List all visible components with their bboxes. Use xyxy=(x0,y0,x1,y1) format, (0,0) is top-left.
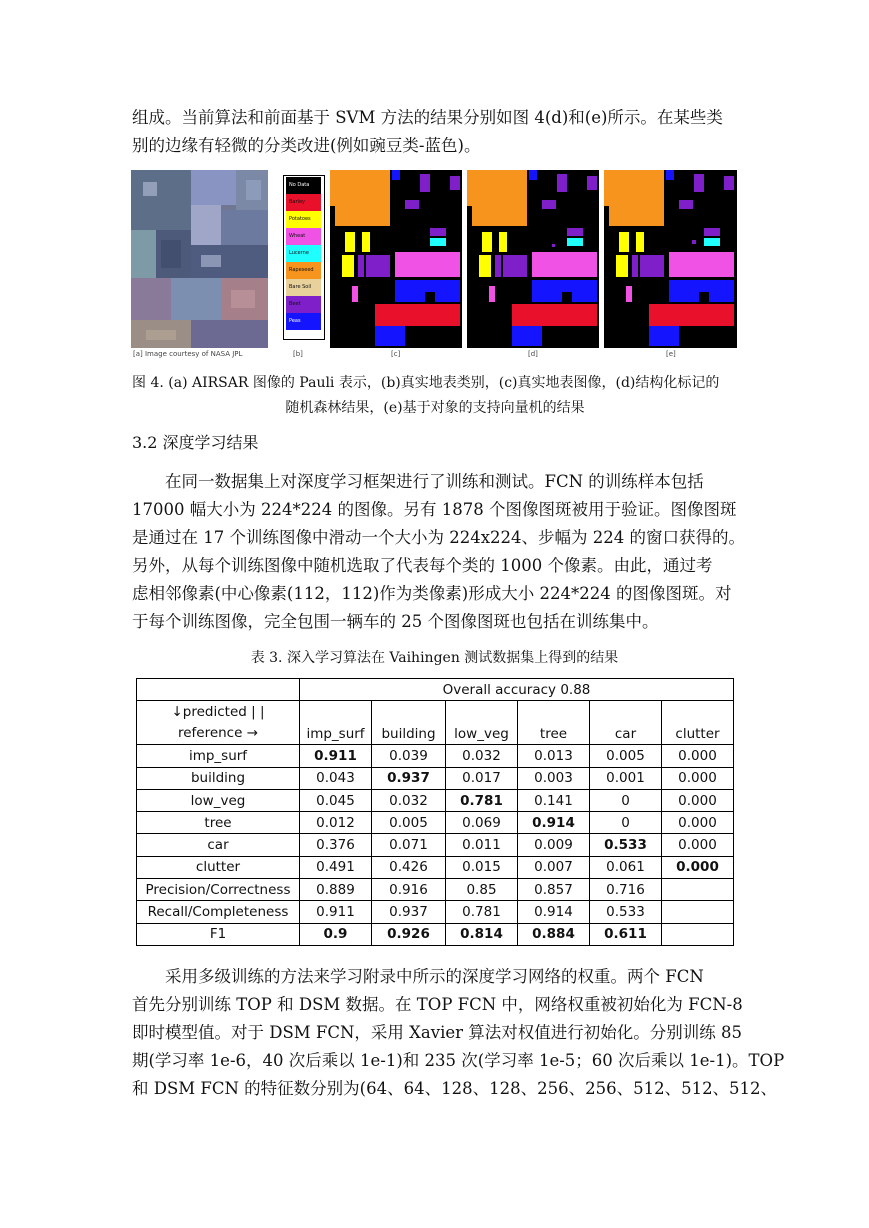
deep-learning-paragraph xyxy=(132,468,746,636)
table-cell xyxy=(662,901,734,923)
table-cell: 0 xyxy=(590,812,662,834)
section-heading: 3.2 深度学习结果 xyxy=(132,433,259,452)
table-cell: 0.884 xyxy=(518,923,590,945)
table-cell: 0.916 xyxy=(372,879,446,901)
table-cell: 0.716 xyxy=(590,879,662,901)
corner-label: ↓predicted | | xyxy=(171,703,265,720)
legend-potatoes: Potatoes xyxy=(286,211,321,228)
caption-line: 图 4. (a) AIRSAR 图像的 Pauli 表示，(b)真实地表类别，(c)真实地表图像，(d)结构化标记的 xyxy=(132,375,720,391)
row-label: Recall/Completeness xyxy=(137,901,300,923)
header-corner-cell xyxy=(137,679,300,701)
text-line: 在同一数据集上对深度学习框架进行了训练和测试。FCN 的训练样本包括 xyxy=(165,472,704,491)
confusion-matrix-table xyxy=(136,678,734,946)
text-line: 期(学习率 1e-6，40 次后乘以 1e-1)和 235 次(学习率 1e-5；60 次后乘以 1e-1)。TOP xyxy=(132,1051,785,1070)
row-label: low_veg xyxy=(137,789,300,811)
table-row xyxy=(137,834,734,856)
legend-rapeseed: Rapeseed xyxy=(286,262,321,279)
table-caption: 表 3. 深入学习算法在 Vaihingen 测试数据集上得到的结果 xyxy=(250,650,619,666)
text-line: 即时模型值。对于 DSM FCN，采用 Xavier 算法对权值进行初始化。分别训练 85 xyxy=(132,1023,742,1042)
table-cell: 0.039 xyxy=(372,745,446,767)
table-cell: 0.061 xyxy=(590,856,662,878)
text-line: 组成。当前算法和前面基于 SVM 方法的结果分别如图 4(d)和(e)所示。在某些类 xyxy=(132,108,723,127)
column-header: imp_surf xyxy=(300,701,372,745)
table-cell: 0.000 xyxy=(662,745,734,767)
table-cell: 0.032 xyxy=(446,745,518,767)
legend-beet: Beet xyxy=(286,296,321,313)
table-cell: 0.000 xyxy=(662,767,734,789)
legend-wheat: Wheat xyxy=(286,228,321,245)
row-label: tree xyxy=(137,812,300,834)
panel-label-d: [d] xyxy=(528,350,538,358)
table-row xyxy=(137,901,734,923)
figure-caption xyxy=(132,371,738,421)
intro-paragraph xyxy=(132,104,738,160)
table-cell: 0.911 xyxy=(300,901,372,923)
column-header: car xyxy=(590,701,662,745)
table-cell: 0.003 xyxy=(518,767,590,789)
corner-label: reference → xyxy=(177,724,259,741)
table-row xyxy=(137,745,734,767)
svm-result-panel xyxy=(604,170,737,348)
text-line: 另外，从每个训练图像中随机选取了代表每个类的 1000 个像素。由此，通过考 xyxy=(132,556,713,575)
table-cell: 0.9 xyxy=(300,923,372,945)
row-label: clutter xyxy=(137,856,300,878)
table-row xyxy=(137,923,734,945)
table-cell: 0.857 xyxy=(518,879,590,901)
table-cell: 0.015 xyxy=(446,856,518,878)
table-cell: 0.069 xyxy=(446,812,518,834)
table-cell: 0.533 xyxy=(590,901,662,923)
table-cell: 0.426 xyxy=(372,856,446,878)
table-cell xyxy=(662,879,734,901)
panel-label-c: [c] xyxy=(391,350,401,358)
text-line: 虑相邻像素(中心像素(112，112)作为类像素)形成大小 224*224 的图像图斑。对 xyxy=(132,584,732,603)
column-header: low_veg xyxy=(446,701,518,745)
caption-line: 随机森林结果，(e)基于对象的支持向量机的结果 xyxy=(285,400,585,416)
table-cell: 0.009 xyxy=(518,834,590,856)
table-cell: 0.012 xyxy=(300,812,372,834)
table-cell: 0.937 xyxy=(372,767,446,789)
table-cell: 0.043 xyxy=(300,767,372,789)
table-cell: 0.007 xyxy=(518,856,590,878)
table-cell: 0.781 xyxy=(446,901,518,923)
text-line: 采用多级训练的方法来学习附录中所示的深度学习网络的权重。两个 FCN xyxy=(165,967,704,986)
figure-4 xyxy=(131,170,737,362)
column-header: clutter xyxy=(662,701,734,745)
ground-truth-map-panel xyxy=(330,170,462,348)
table-cell: 0.011 xyxy=(446,834,518,856)
overall-accuracy-cell: Overall accuracy 0.88 xyxy=(300,679,734,701)
table-cell: 0.005 xyxy=(590,745,662,767)
table-cell: 0.005 xyxy=(372,812,446,834)
table-cell: 0.814 xyxy=(446,923,518,945)
table-row xyxy=(137,856,734,878)
table-cell: 0.017 xyxy=(446,767,518,789)
pauli-image-panel xyxy=(131,170,268,348)
table-cell: 0.141 xyxy=(518,789,590,811)
legend-bare-soil: Bare Soil xyxy=(286,279,321,296)
random-forest-result-panel xyxy=(467,170,599,348)
table-cell: 0.001 xyxy=(590,767,662,789)
row-label: car xyxy=(137,834,300,856)
table-cell: 0.926 xyxy=(372,923,446,945)
row-label: building xyxy=(137,767,300,789)
table-cell: 0.937 xyxy=(372,901,446,923)
training-paragraph xyxy=(132,963,785,1103)
table-cell: 0.045 xyxy=(300,789,372,811)
panel-label-b: [b] xyxy=(293,350,303,358)
class-legend-panel xyxy=(270,170,324,348)
table-cell: 0.533 xyxy=(590,834,662,856)
panel-label-e: [e] xyxy=(666,350,676,358)
table-cell: 0 xyxy=(590,789,662,811)
table-cell: 0.376 xyxy=(300,834,372,856)
legend-no-data: No Data xyxy=(286,177,321,194)
table-cell: 0.911 xyxy=(300,745,372,767)
row-label: Precision/Correctness xyxy=(137,879,300,901)
panel-label-a: [a] Image courtesy of NASA JPL xyxy=(133,350,243,358)
text-line: 是通过在 17 个训练图像中滑动一个大小为 224x224、步幅为 224 的窗口获得的。 xyxy=(132,528,746,547)
text-line: 别的边缘有轻微的分类改进(例如豌豆类-蓝色)。 xyxy=(132,136,481,155)
table-cell: 0.000 xyxy=(662,812,734,834)
row-label: imp_surf xyxy=(137,745,300,767)
table-row xyxy=(137,767,734,789)
column-header: tree xyxy=(518,701,590,745)
table-cell: 0.491 xyxy=(300,856,372,878)
table-cell: 0.071 xyxy=(372,834,446,856)
table-cell: 0.914 xyxy=(518,812,590,834)
table-cell: 0.781 xyxy=(446,789,518,811)
text-line: 17000 幅大小为 224*224 的图像。另有 1878 个图像图斑被用于验证。图像图斑 xyxy=(132,500,737,519)
legend-peas: Peas xyxy=(286,313,321,330)
table-cell: 0.914 xyxy=(518,901,590,923)
text-line: 和 DSM FCN 的特征数分别为(64、64、128、128、256、256、512、512、512、 xyxy=(132,1079,778,1098)
table-cell: 0.013 xyxy=(518,745,590,767)
text-line: 首先分别训练 TOP 和 DSM 数据。在 TOP FCN 中，网络权重被初始化为 FCN-8 xyxy=(132,995,743,1014)
table-cell: 0.000 xyxy=(662,834,734,856)
table-cell xyxy=(662,923,734,945)
column-header: building xyxy=(372,701,446,745)
table-cell: 0.611 xyxy=(590,923,662,945)
table-cell: 0.032 xyxy=(372,789,446,811)
table-row xyxy=(137,879,734,901)
table-cell: 0.85 xyxy=(446,879,518,901)
legend-lucerne: Lucerne xyxy=(286,245,321,262)
predicted-reference-header xyxy=(137,701,300,745)
table-row xyxy=(137,789,734,811)
text-line: 于每个训练图像，完全包围一辆车的 25 个图像图斑也包括在训练集中。 xyxy=(132,612,659,631)
table-cell: 0.000 xyxy=(662,856,734,878)
table-row xyxy=(137,679,734,701)
table-cell: 0.889 xyxy=(300,879,372,901)
table-header-row xyxy=(137,701,734,745)
table-row xyxy=(137,812,734,834)
row-label: F1 xyxy=(137,923,300,945)
table-cell: 0.000 xyxy=(662,789,734,811)
legend-barley: Barley xyxy=(286,194,321,211)
